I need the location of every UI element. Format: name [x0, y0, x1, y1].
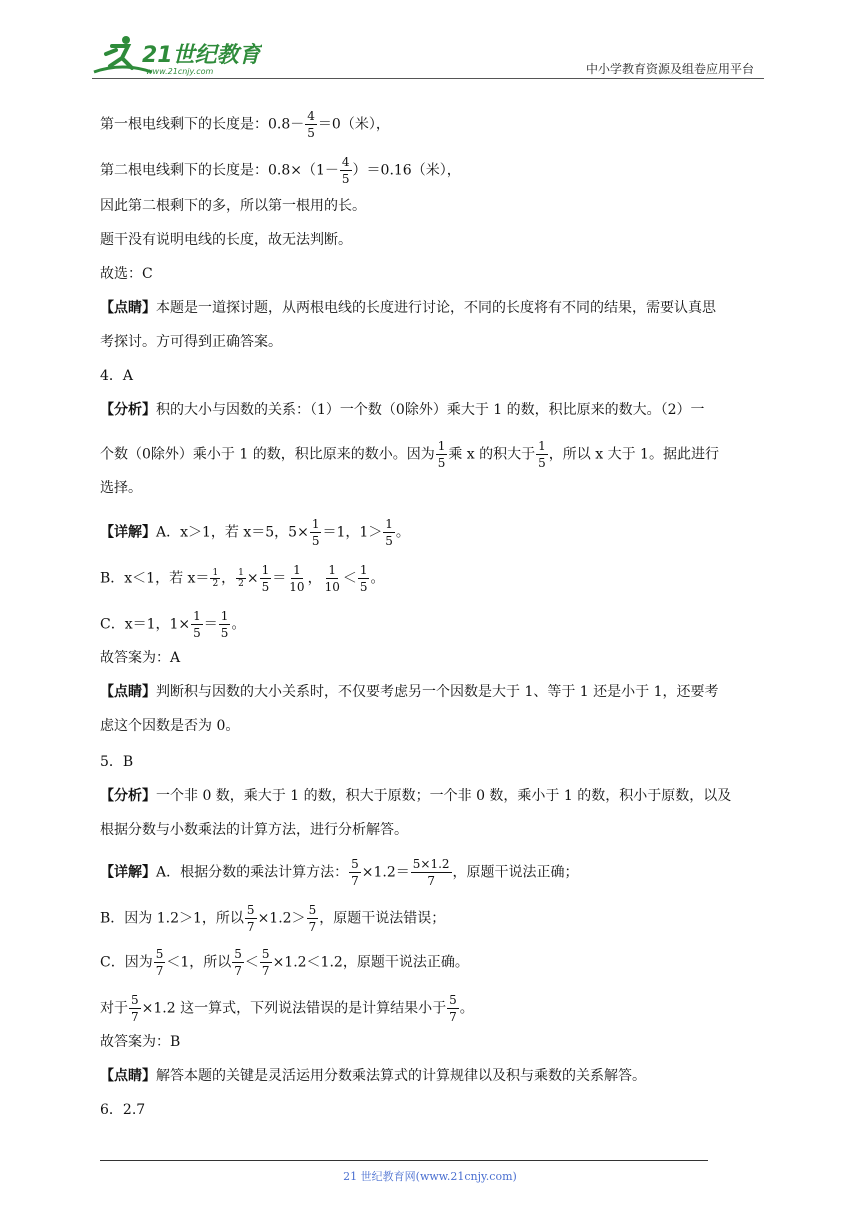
- detail-line: B．x＜1，若 x＝ $\frac{1}{2}$ ， $\frac{1}{2}$ × $\frac{1}{5}$ ＝ $\frac{1}{10}$ ， $\frac{1}{10}$ ＜ $\frac{1}{5}$ 。: [100, 563, 385, 594]
- tag: 【点睛】: [100, 684, 156, 700]
- answer-choice: 故答案为：B: [100, 1034, 181, 1050]
- tag: 【点睛】: [100, 300, 156, 316]
- platform-name: 中小学教育资源及组卷应用平台: [585, 62, 754, 76]
- tag: 【点睛】: [100, 1068, 156, 1084]
- question-number: 6．2.7: [100, 1102, 146, 1118]
- answer-choice: 故答案为：A: [100, 650, 181, 666]
- detail-line: C．因为 $\frac{5}{7}$ ＜1，所以 $\frac{5}{7}$ ＜ $\frac{5}{7}$ ×1.2＜1.2，原题干说法正确。: [100, 947, 469, 978]
- text-line: 虑这个因数是否为 0。: [100, 718, 240, 734]
- tag: 【详解】: [100, 524, 156, 541]
- question-number: 4．A: [100, 368, 134, 384]
- page-header: [92, 30, 764, 82]
- tag: 【详解】: [100, 864, 156, 881]
- line-wire2: 第二根电线剩下的长度是：0.8×（1－ $\frac{4}{5}$ ）＝0.16（米），: [100, 155, 461, 186]
- detail-line: 【详解】A．根据分数的乘法计算方法： $\frac{5}{7}$ ×1.2＝ $\frac{5\times 1.2}{7}$ ，原题干说法正确；: [100, 857, 579, 888]
- tag: 【分析】: [100, 402, 156, 418]
- footer-divider: [100, 1160, 708, 1161]
- header-divider: [92, 78, 764, 79]
- logo-url: www.21cnjy.com: [146, 67, 214, 76]
- text-line: 选择。: [100, 480, 142, 496]
- text-line: 题干没有说明电线的长度，故无法判断。: [100, 232, 352, 248]
- comment-line: 【点睛】解答本题的关键是灵活运用分数乘法算式的计算规律以及积与乘数的关系解答。: [100, 1068, 646, 1084]
- text-line: 根据分数与小数乘法的计算方法，进行分析解答。: [100, 822, 408, 838]
- line-wire1: 第一根电线剩下的长度是：0.8－ $\frac{4}{5}$ ＝0（米），: [100, 109, 390, 140]
- detail-line: B．因为 1.2＞1，所以 $\frac{5}{7}$ ×1.2＞ $\frac{5}{7}$ ，原题干说法错误；: [100, 903, 446, 934]
- detail-line: 对于 $\frac{5}{7}$ ×1.2 这一算式，下列说法错误的是计算结果小于 $\frac{5}{7}$ 。: [100, 993, 474, 1024]
- logo: [92, 32, 262, 78]
- analysis-line: 【分析】积的大小与因数的关系：（1）一个数（0除外）乘大于 1 的数，积比原来的数大。（2）一: [100, 402, 705, 418]
- logo-text: 21世纪教育: [142, 43, 261, 68]
- text-line: 考探讨。方可得到正确答案。: [100, 334, 282, 350]
- comment-line: 【点睛】本题是一道探讨题，从两根电线的长度进行讨论，不同的长度将有不同的结果，需要认真思: [100, 300, 716, 316]
- comment-line: 【点睛】判断积与因数的大小关系时，不仅要考虑另一个因数是大于 1、等于 1 还是小于 1，还要考: [100, 684, 719, 700]
- detail-line: 【详解】A．x＞1，若 x＝5，5× $\frac{1}{5}$ ＝1，1＞ $\frac{1}{5}$ 。: [100, 517, 410, 548]
- tag: 【分析】: [100, 788, 156, 804]
- answer-choice: 故选：C: [100, 266, 153, 282]
- footer-link[interactable]: 21 世纪教育网(www.21cnjy.com): [343, 1170, 517, 1183]
- question-number: 5．B: [100, 754, 134, 770]
- text-line: 因此第二根剩下的多，所以第一根用的长。: [100, 198, 366, 214]
- detail-line: C．x＝1，1× $\frac{1}{5}$ ＝ $\frac{1}{5}$ 。: [100, 609, 246, 640]
- analysis-line: 【分析】一个非 0 数，乘大于 1 的数，积大于原数；一个非 0 数，乘小于 1 的数，积小于原数，以及: [100, 788, 732, 804]
- analysis-line: 个数（0除外）乘小于 1 的数，积比原来的数小。因为 $\frac{1}{5}$ 乘 x 的积大于 $\frac{1}{5}$ ，所以 x 大于 1。据此进行: [100, 439, 719, 470]
